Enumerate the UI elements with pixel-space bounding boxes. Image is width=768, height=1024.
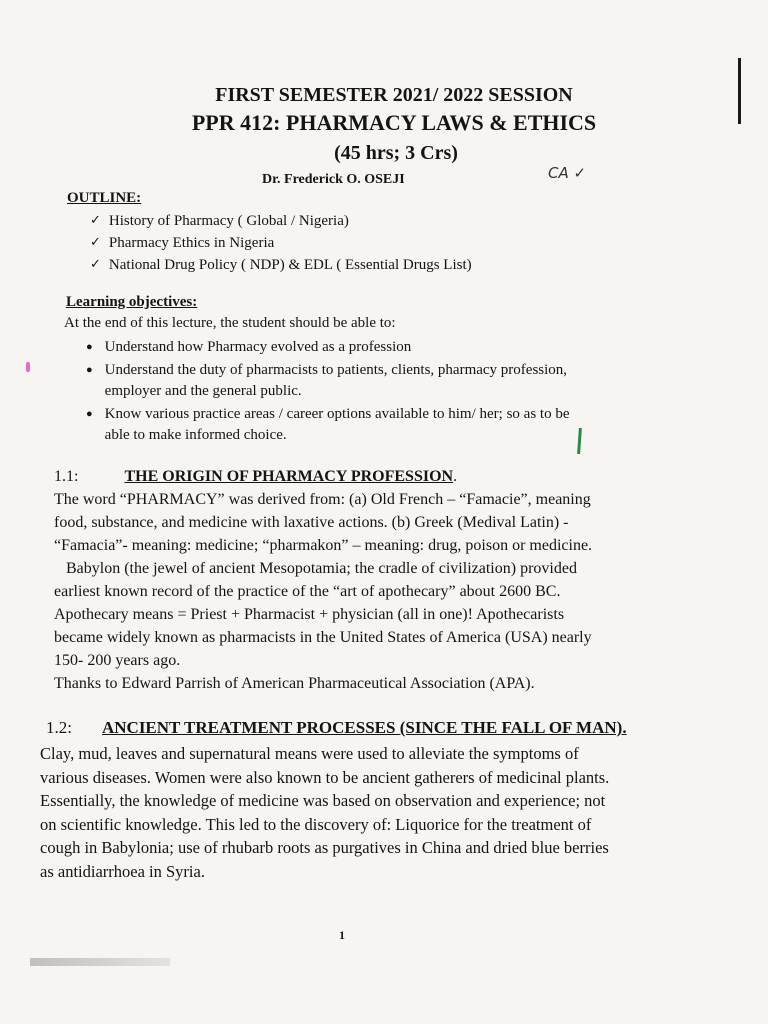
section-paragraph: The word “PHARMACY” was derived from: (a) Old French – “Famacie”, meaning food, substance, and medicine with laxative actions. (b) Greek (Medival Latin) - “Famacia”- meaning: medicine; “pharmakon” – meaning: drug, poison or medicine. Babylon (the jewel of ancient Mesopotamia; the cradle of civilization) provided earliest known record of the practice of the “art of apothecary” about 2600 BC. Apothecary means = Priest + Pharmacist + physician (all in one)! Apothecarists became widely known as pharmacists in the United States of America (USA) nearly 150- 200 years ago. Thanks to Edward Parrish of American Pharmaceutical Association (APA).: [54, 491, 593, 692]
page-number: 1: [339, 928, 345, 942]
section-title: THE ORIGIN OF PHARMACY PROFESSION: [124, 468, 454, 485]
list-item: ✓ History of Pharmacy ( Global / Nigeria): [90, 210, 472, 232]
scan-smudge: [30, 958, 170, 966]
handwritten-note: CA ✓: [548, 164, 587, 182]
check-icon: ✓: [90, 235, 101, 250]
objectives-list: [86, 337, 686, 448]
section-title: ANCIENT TREATMENT PROCESSES (SINCE THE FALL OF MAN).: [101, 718, 627, 737]
list-item: ✓ Pharmacy Ethics in Nigeria: [90, 232, 472, 254]
list-item: ✓ National Drug Policy ( NDP) & EDL ( Essential Drugs List): [90, 254, 472, 276]
bullet-icon: ●: [86, 341, 93, 353]
objectives-label: Learning objectives:: [66, 294, 198, 310]
section-number: 1.1:: [54, 468, 79, 485]
pink-ink-mark: [26, 362, 30, 372]
section-heading: [46, 718, 627, 738]
check-icon: ✓: [90, 213, 101, 228]
bullet-icon: ●: [86, 408, 93, 420]
outline-list: [90, 210, 472, 276]
section-heading: 1.1: THE ORIGIN OF PHARMACY PROFESSION.: [54, 468, 458, 485]
list-item: ● Understand how Pharmacy evolved as a profession: [86, 337, 686, 358]
bullet-icon: ●: [86, 364, 93, 376]
section-number: 1.2:: [46, 718, 72, 737]
check-icon: ✓: [90, 257, 101, 272]
list-item: ● Know various practice areas / career options available to him/ her; so as to be able to make informed choice.: [86, 404, 686, 446]
course-title: PPR 412: PHARMACY LAWS & ETHICS: [191, 110, 597, 135]
semester-heading: FIRST SEMESTER 2021/ 2022 SESSION: [215, 84, 573, 106]
list-item: ● Understand the duty of pharmacists to patients, clients, pharmacy profession, employer and the general public.: [86, 360, 686, 402]
author-name: Dr. Frederick O. OSEJI: [262, 172, 405, 187]
outline-label: OUTLINE:: [67, 190, 142, 206]
objectives-intro: At the end of this lecture, the student should be able to:: [64, 315, 396, 331]
course-hours: (45 hrs; 3 Crs): [334, 142, 458, 164]
section-paragraph: Clay, mud, leaves and supernatural means were used to alleviate the symptoms of various diseases. Women were also known to be ancient gatherers of medicinal plants. Essentially, the knowledge of medicine was based on observation and experience; not on scientific knowledge. This led to the discovery of: Liquorice for the treatment of cough in Babylonia; use of rhubarb roots as purgatives in China and dried blue berries as antidiarrhoea in Syria.: [40, 744, 610, 881]
